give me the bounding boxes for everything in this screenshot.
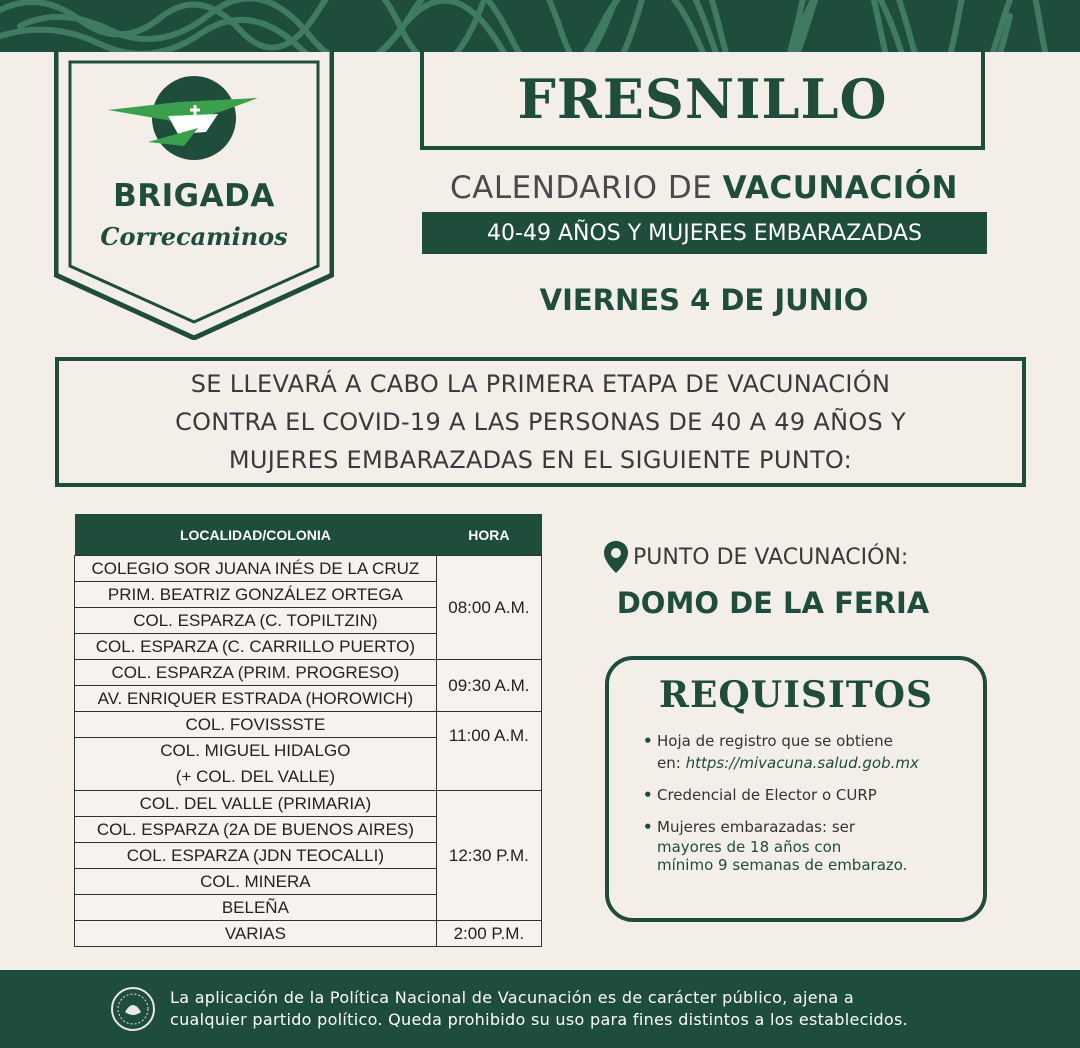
table-row: AV. ENRIQUER ESTRADA (HOROWICH)	[75, 686, 437, 712]
vaccination-point	[603, 540, 1003, 620]
table-row: PRIM. BEATRIZ GONZÁLEZ ORTEGA	[75, 582, 437, 608]
locality-header: LOCALIDAD/COLONIA	[75, 514, 437, 556]
time-header: HORA	[436, 514, 541, 556]
time-cell: 2:00 P.M.	[436, 921, 541, 947]
calendar-prefix: CALENDARIO DE	[449, 170, 713, 206]
table-row: COL. FOVISSSTE	[75, 712, 437, 738]
table-row: VARIAS	[75, 921, 437, 947]
announcement-box	[55, 357, 1026, 487]
requirements-box	[605, 656, 987, 922]
roadrunner-logo-icon	[108, 72, 268, 162]
location-pin-icon	[603, 540, 629, 574]
badge-title: BRIGADA	[113, 178, 275, 214]
time-cell: 08:00 A.M.	[436, 556, 541, 660]
row-line-1: COL. MIGUEL HIDALGO	[160, 741, 351, 760]
age-group-band: 40-49 AÑOS Y MUJERES EMBARAZADAS	[422, 212, 987, 254]
table-row: COLEGIO SOR JUANA INÉS DE LA CRUZ	[75, 556, 437, 582]
row-line-2: (+ COL. DEL VALLE)	[175, 767, 335, 786]
table-row	[75, 738, 437, 791]
table-row: COL. ESPARZA (PRIM. PROGRESO)	[75, 660, 437, 686]
calendar-bold: VACUNACIÓN	[722, 170, 958, 206]
top-pattern-band	[0, 0, 1080, 52]
table-row: COL. ESPARZA (C. TOPILTZIN)	[75, 608, 437, 634]
point-place: DOMO DE LA FERIA	[616, 586, 930, 620]
time-cell: 09:30 A.M.	[436, 660, 541, 712]
time-cell: 12:30 P.M.	[436, 791, 541, 921]
footer	[0, 970, 1080, 1048]
footer-line-2: cualquier partido político. Queda prohibido su uso para fines distintos a los establecidos.	[170, 1010, 909, 1029]
calendar-heading	[424, 170, 984, 206]
time-label: 11:00 A.M.	[448, 726, 529, 745]
table-row: COL. DEL VALLE (PRIMARIA)	[75, 791, 437, 817]
announcement-line-2: CONTRA EL COVID-19 A LAS PERSONAS DE 40 A 49 AÑOS Y	[175, 408, 906, 436]
table-row: COL. MINERA	[75, 869, 437, 895]
government-seal-icon	[110, 986, 156, 1032]
city-title: FRESNILLO	[517, 67, 888, 131]
city-box	[420, 52, 985, 150]
requirements-title: REQUISITOS	[659, 674, 933, 716]
list-item: • Hoja de registro que se obtiene en: https://mivacuna.salud.gob.mx	[643, 730, 973, 774]
event-date: VIERNES 4 DE JUNIO	[539, 283, 869, 317]
list-item: • Mujeres embarazadas: ser mayores de 18 años con mínimo 9 semanas de embarazo.	[643, 816, 973, 874]
point-label: PUNTO DE VACUNACIÓN:	[633, 544, 909, 570]
badge-subtitle: Correcaminos	[100, 222, 288, 251]
registration-url: https://mivacuna.salud.gob.mx	[685, 754, 919, 772]
table-row: COL. ESPARZA (C. CARRILLO PUERTO)	[75, 634, 437, 660]
announcement-line-1: SE LLEVARÁ A CABO LA PRIMERA ETAPA DE VACUNACIÓN	[190, 370, 891, 398]
schedule-table	[74, 514, 542, 947]
time-cell	[436, 712, 541, 791]
table-row: COL. ESPARZA (JDN TEOCALLI)	[75, 843, 437, 869]
table-row: BELEÑA	[75, 895, 437, 921]
announcement-line-3: MUJERES EMBARAZADAS EN EL SIGUIENTE PUNTO:	[228, 446, 853, 474]
list-item: • Credencial de Elector o CURP	[643, 784, 973, 806]
brigada-badge	[54, 50, 334, 340]
requirements-list	[643, 730, 973, 884]
table-row: COL. ESPARZA (2A DE BUENOS AIRES)	[75, 817, 437, 843]
footer-line-1: La aplicación de la Política Nacional de Vacunación es de carácter público, ajena a	[170, 988, 854, 1007]
